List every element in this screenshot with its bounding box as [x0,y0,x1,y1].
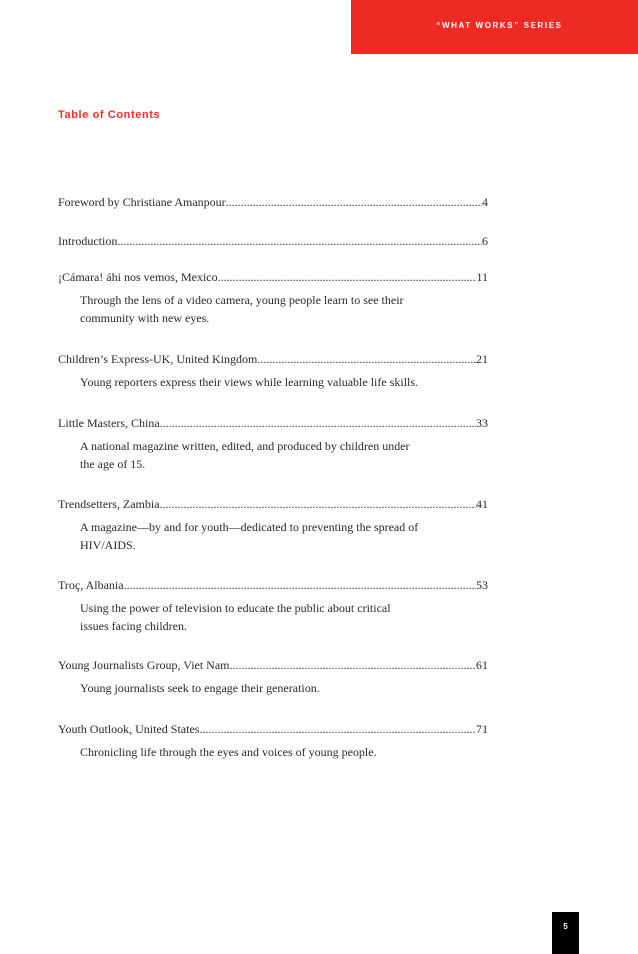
toc-entry-little-masters [58,415,488,473]
toc-entry-description: A magazine—by and for youth—dedicated to preventing the spread of HIV/AIDS. [80,520,419,552]
toc-entry-title: Introduction [58,234,118,248]
toc-entry-description: Young journalists seek to engage their generation. [80,681,320,695]
toc-entry-childrens-express [58,351,488,391]
toc-entry-young-journalists [58,657,488,697]
toc-entry-page: 33 [476,416,488,430]
toc-entry-title: Young Journalists Group, Viet Nam [58,658,230,672]
toc-entry-introduction [58,233,488,249]
toc-entry-camara-mexico [58,269,488,327]
toc-title: Table of Contents [58,109,161,121]
dot-leader [124,577,476,593]
toc-entry-page: 21 [476,352,488,366]
toc-entry-title: Troç, Albania [58,578,124,592]
series-header-band [351,0,638,54]
toc-entry-title: Youth Outlook, United States [58,722,200,736]
toc-entry-title: Little Masters, China [58,416,160,430]
toc-entry-title: ¡Cámara! áhi nos vemos, Mexico [58,270,218,284]
toc-entry-title: Foreword by Christiane Amanpour [58,195,226,209]
toc-entry-description: A national magazine written, edited, and produced by children under the age of 15. [80,439,410,471]
toc-entry-page: 61 [476,658,488,672]
toc-entry-troc-albania [58,577,488,635]
toc-entry-page: 53 [476,578,488,592]
dot-leader [230,657,476,673]
dot-leader [218,269,477,285]
page-number: 5 [563,922,568,931]
toc-entry-description: Through the lens of a video camera, young people learn to see their community with new eyes. [80,293,404,325]
series-label: “WHAT WORKS” SERIES [436,21,563,30]
dot-leader [257,351,476,367]
dot-leader [160,415,476,431]
toc-entry-description: Using the power of television to educate the public about critical issues facing children. [80,601,391,633]
toc-entry-title: Children’s Express-UK, United Kingdom [58,352,258,366]
toc-entry-description: Chronicling life through the eyes and voices of young people. [80,745,377,759]
toc-entry-page: 41 [476,497,488,511]
page-number-box [552,912,579,954]
toc-entry-page: 71 [476,722,488,736]
toc-entry-youth-outlook [58,721,488,761]
toc-entry-page: 4 [482,195,488,209]
dot-leader [226,194,482,210]
dot-leader [199,721,476,737]
toc-entry-description: Young reporters express their views while learning valuable life skills. [80,375,419,389]
toc-entry-foreword [58,194,488,210]
toc-entry-page: 11 [476,270,488,284]
toc-entry-title: Trendsetters, Zambia [58,497,160,511]
dot-leader [160,496,476,512]
dot-leader [117,233,482,249]
toc-entry-trendsetters [58,496,488,554]
toc-entry-page: 6 [482,234,488,248]
